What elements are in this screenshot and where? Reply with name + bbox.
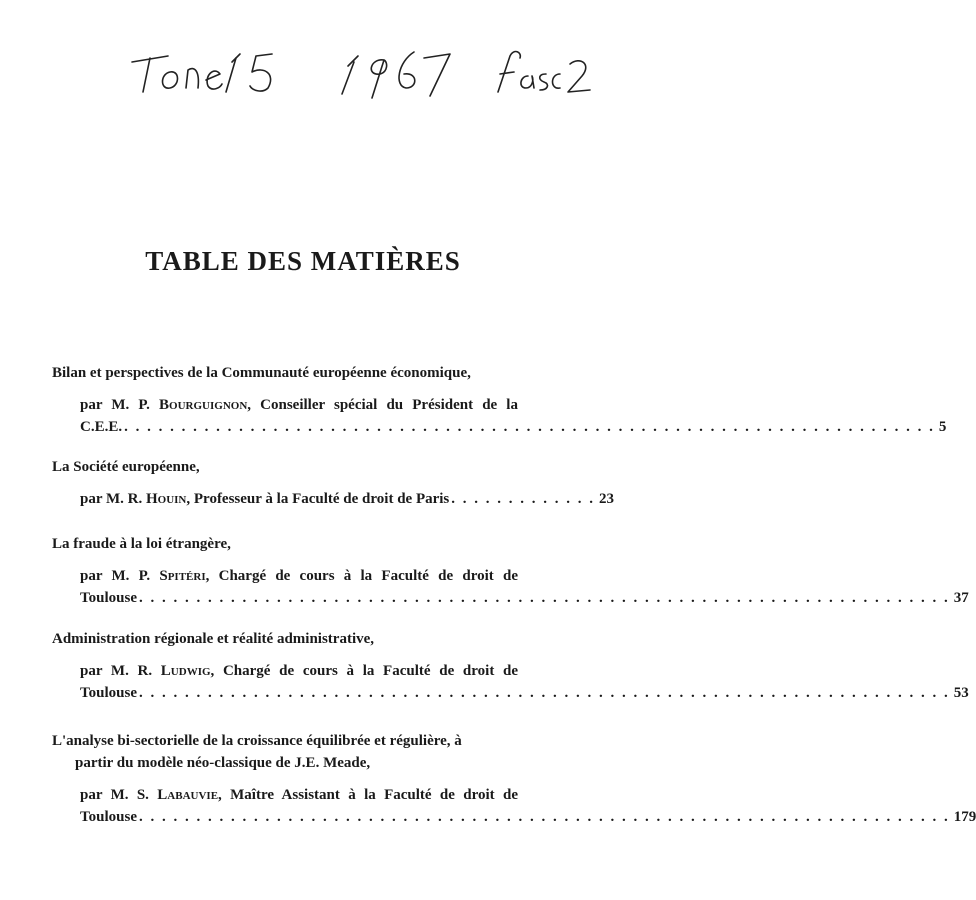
entry-author — [52, 488, 615, 510]
entry-title: La Société européenne, — [52, 459, 200, 475]
entry-title: L'analyse bi-sectorielle de la croissance équilibrée et régulière, à partir du modèle néo-classique de J.E. Meade, — [52, 733, 462, 771]
author-name: Spitéri — [159, 568, 206, 584]
entry-author — [52, 784, 976, 828]
entry-title: La fraude à la loi étrangère, — [52, 536, 231, 552]
toc-entry — [52, 730, 976, 828]
entry-author — [52, 394, 947, 438]
leader-line: C.E.E. . . . . . . . . . . . . . . . . . . . . . . . . . . . . . . . . . . . . . . . . . . . . . . . . . . . . . . . . . . . . . . . . . . . . . . . 5 — [80, 416, 562, 438]
toc-entry — [52, 628, 969, 704]
author-name: Labauvie — [157, 787, 219, 803]
page-number: 23 — [599, 491, 615, 507]
page-title: TABLE DES MATIÈRES — [145, 246, 461, 276]
author-name: Ludwig — [160, 663, 211, 679]
author-line: par M. P. Spitéri, Chargé de cours à la Faculté de droit de — [80, 568, 518, 584]
toc-entry — [52, 456, 615, 510]
author-line: par M. S. Labauvie, Maître Assistant à la Faculté de droit de — [80, 787, 519, 803]
handwritten-signature-graphic — [0, 0, 606, 120]
leader-line: Toulouse . . . . . . . . . . . . . . . . . . . . . . . . . . . . . . . . . . . . . . . . . . . . . . . . . . . . . . . . . . . . . . . . . . . . . . . 53 — [80, 682, 562, 704]
entry-title: Bilan et perspectives de la Communauté européenne économique, — [52, 365, 471, 381]
page-number: 53 — [953, 685, 969, 701]
toc-entry — [52, 362, 947, 438]
author-line: par M. P. Bourguignon, Conseiller spécial du Président de la — [80, 397, 518, 413]
page-number: 5 — [938, 419, 947, 435]
toc-entry — [52, 533, 969, 609]
entry-author — [52, 660, 969, 704]
page-number: 37 — [953, 590, 969, 606]
author-line: par M. R. Ludwig, Chargé de cours à la Faculté de droit de — [80, 663, 518, 679]
handwritten-annotation — [0, 0, 606, 120]
author-name: Bourguignon — [159, 397, 248, 413]
entry-author — [52, 565, 969, 609]
author-name: Houin — [145, 491, 187, 507]
entry-title: Administration régionale et réalité administrative, — [52, 631, 375, 647]
leader-line: par M. R. Houin, Professeur à la Faculté de droit de Paris . . . . . . . . . . . . . 23 — [80, 488, 562, 510]
leader-line: Toulouse . . . . . . . . . . . . . . . . . . . . . . . . . . . . . . . . . . . . . . . . . . . . . . . . . . . . . . . . . . . . . . . . . . . . . . . 37 — [80, 587, 562, 609]
page-number: 179 — [953, 809, 976, 825]
leader-line: Toulouse . . . . . . . . . . . . . . . . . . . . . . . . . . . . . . . . . . . . . . . . . . . . . . . . . . . . . . . . . . . . . . . . . . . . . . . 179 — [80, 806, 562, 828]
